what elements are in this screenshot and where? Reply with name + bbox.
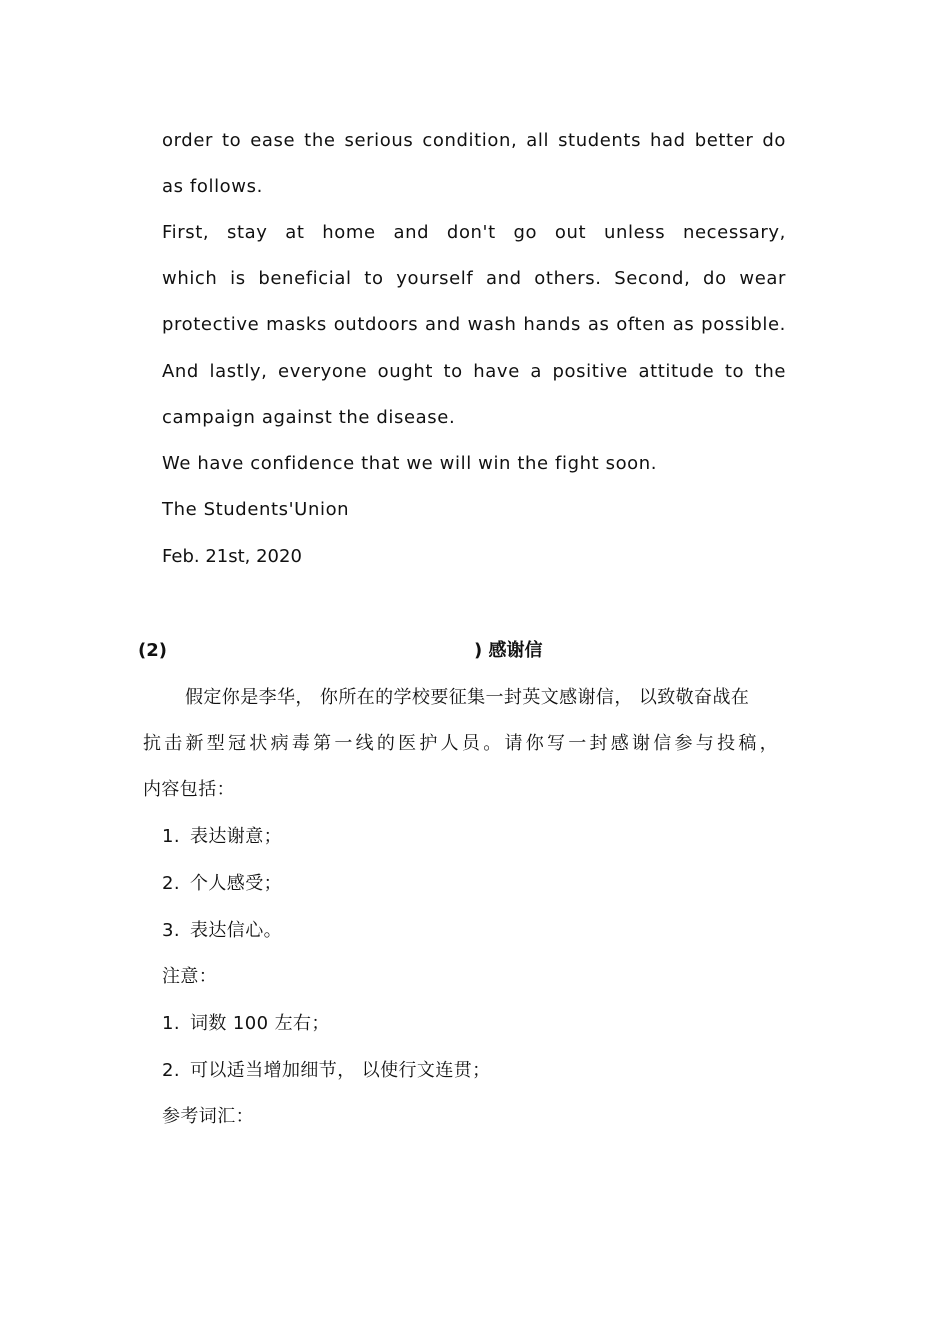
note-item-1 bbox=[162, 1012, 330, 1036]
note-item-2 bbox=[162, 1059, 491, 1083]
list-text: 可以适当增加细节， 以使行文连贯； bbox=[190, 1060, 491, 1081]
prompt-line-1: 假定你是李华， 你所在的学校要征集一封英文感谢信， 以致敬奋战在 bbox=[185, 687, 750, 708]
content-item-3 bbox=[162, 919, 282, 943]
letter-line-1: order to ease the serious condition, all students had better do bbox=[162, 130, 786, 151]
letter-signature: The Students'Union bbox=[162, 499, 350, 520]
section-title: ) 感谢信 bbox=[474, 640, 543, 661]
letter-line-6: And lastly, everyone ought to have a positive attitude to the bbox=[162, 361, 786, 382]
section-number: (2) bbox=[138, 640, 167, 661]
vocab-label: 参考词汇： bbox=[162, 1106, 254, 1127]
prompt-line-2: 抗击新型冠状病毒第一线的医护人员。请你写一封感谢信参与投稿， bbox=[143, 733, 778, 754]
list-text: 表达谢意； bbox=[190, 826, 282, 847]
list-number: 2. bbox=[162, 873, 180, 894]
notes-label: 注意： bbox=[162, 966, 218, 987]
list-text: 表达信心。 bbox=[190, 920, 282, 941]
letter-date: Feb. 21st, 2020 bbox=[162, 546, 302, 567]
content-item-1 bbox=[162, 825, 282, 849]
letter-line-2: as follows. bbox=[162, 176, 263, 197]
list-number: 1. bbox=[162, 1013, 180, 1034]
letter-line-7: campaign against the disease. bbox=[162, 407, 456, 428]
list-number: 3. bbox=[162, 920, 180, 941]
list-text: 词数 100 左右； bbox=[190, 1013, 330, 1034]
letter-line-8: We have confidence that we will win the fight soon. bbox=[162, 453, 658, 474]
letter-line-5: protective masks outdoors and wash hands as often as possible. bbox=[162, 314, 786, 335]
prompt-line-3: 内容包括： bbox=[143, 779, 235, 800]
list-number: 2. bbox=[162, 1060, 180, 1081]
content-item-2 bbox=[162, 872, 282, 896]
letter-line-4: which is beneficial to yourself and others. Second, do wear bbox=[162, 268, 786, 289]
list-text: 个人感受； bbox=[190, 873, 282, 894]
letter-line-3: First, stay at home and don't go out unless necessary, bbox=[162, 222, 786, 243]
list-number: 1. bbox=[162, 826, 180, 847]
